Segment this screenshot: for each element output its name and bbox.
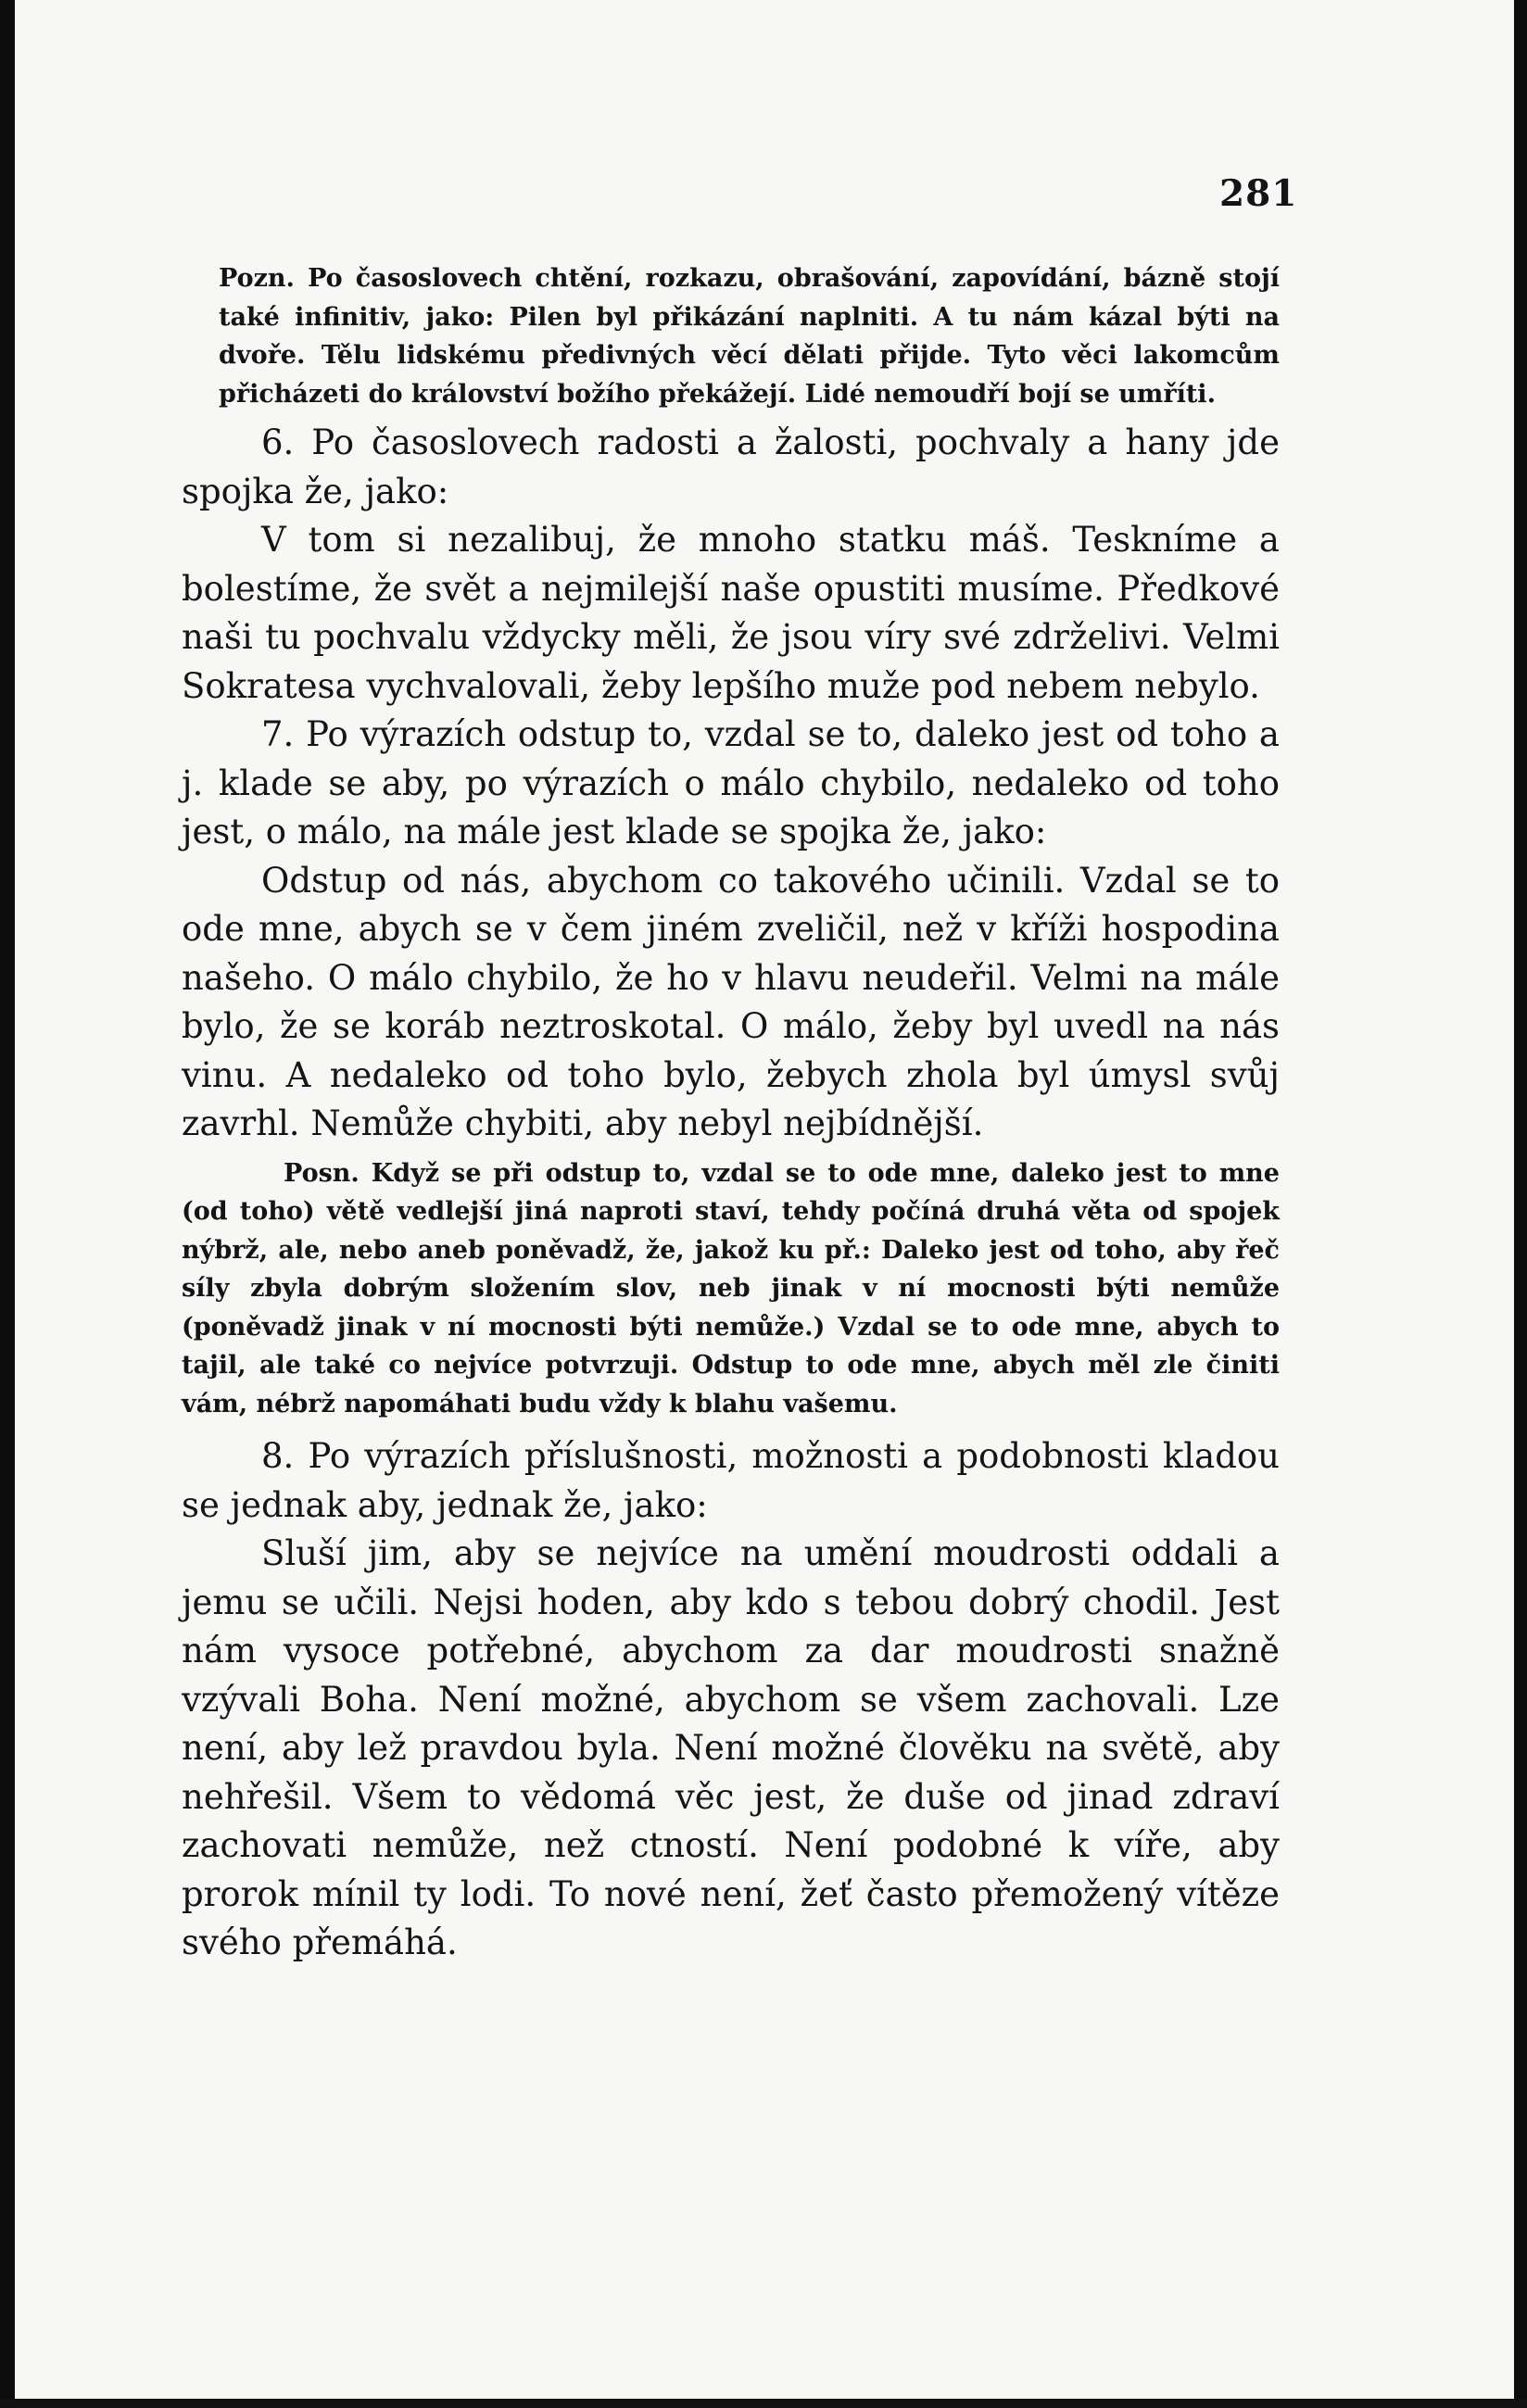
section-8-examples: Sluší jim, aby se nejvíce na umění moudrosti oddali a jemu se učili. Nejsi hoden, aby kdo s tebou dobrý chodil. Jest nám vysoce potřebné, abychom za dar moudrosti snažně vzývali Boha. Není možné, abychom se všem zachovali. Lze není, aby lež pravdou byla. Není možné člověku na světě, aby nehřešil. Všem to vědomá věc jest, že duše od jinad zdraví zachovati nemůže, než ctností. Není podobné k víře, aby prorok mínil ty lodi. To nové není, žeť často přemožený vítěze svého přemáhá. (182, 1533, 1280, 1962)
section-8-heading: 8. Po výrazích příslušnosti, možnosti a podobnosti kladou se jednak aby, jednak že, jako: (182, 1436, 1280, 1525)
scan-border-right (1514, 0, 1527, 2408)
note-1-text: Pozn. Po časoslovech chtění, rozkazu, obrašování, zapovídání, bázně stojí také infinitiv, jako: Pilen byl přikázání naplniti. A tu nám kázal býti na dvoře. Tělu lidskému předivných věcí dělati přijde. Tyto věci lakomcům přicházeti do království božího překážejí. Lidé nemoudří bojí se umříti. (219, 264, 1280, 409)
scan-border-left (0, 0, 15, 2408)
section-7-examples: Odstup od nás, abychom co takového učinili. Vzdal se to ode mne, abych se v čem jiném zveličil, než v kříži hospodina našeho. O málo chybilo, že ho v hlavu neudeřil. Velmi na mále bylo, že se koráb neztroskotal. O málo, žeby byl uvedl na nás vinu. A nedaleko od toho bylo, žebych zhola byl úmysl svůj zavrhl. Nemůže chybiti, aby nebyl nejbídnější. (182, 860, 1280, 1143)
book-page (15, 0, 1514, 2399)
note-1 (182, 259, 1280, 413)
note-2: Posn. Když se při odstup to, vzdal se to ode mne, daleko jest to mne (od toho) větě vedlejší jiná naproti staví, tehdy počíná druhá věta od spojek nýbrž, ale, nebo aneb poněvadž, že, jakož ku př.: Daleko jest od toho, aby řeč síly zbyla dobrým složením slov, neb jinak v ní mocnosti býti nemůže (poněvadž jinak v ní mocnosti býti nemůže.) Vzdal se to ode mne, abych to tajil, ale také co nejvíce potvrzuji. Odstup to ode mne, abych měl zle činiti vám, nébrž napomáhati budu vždy k blahu vašemu. (182, 1158, 1280, 1418)
section-7-heading: 7. Po výrazích odstup to, vzdal se to, daleko jest od toho a j. klade se aby, po výrazích o málo chybilo, nedaleko od toho jest, o málo, na mále jest klade se spojka že, jako: (182, 714, 1280, 851)
section-6-heading: 6. Po časoslovech radosti a žalosti, pochvaly a hany jde spojka že, jako: (182, 422, 1280, 511)
scan-border-bottom (0, 2399, 1527, 2408)
text-column (182, 259, 1280, 1968)
page-number: 281 (1219, 172, 1298, 215)
section-6-examples: V tom si nezalibuj, že mnoho statku máš. Teskníme a bolestíme, že svět a nejmilejší naše opustiti musíme. Předkové naši tu pochvalu vždycky měli, že jsou víry své zdrželivi. Velmi Sokratesa vychvalovali, žeby lepšího muže pod nebem nebylo. (182, 520, 1280, 706)
